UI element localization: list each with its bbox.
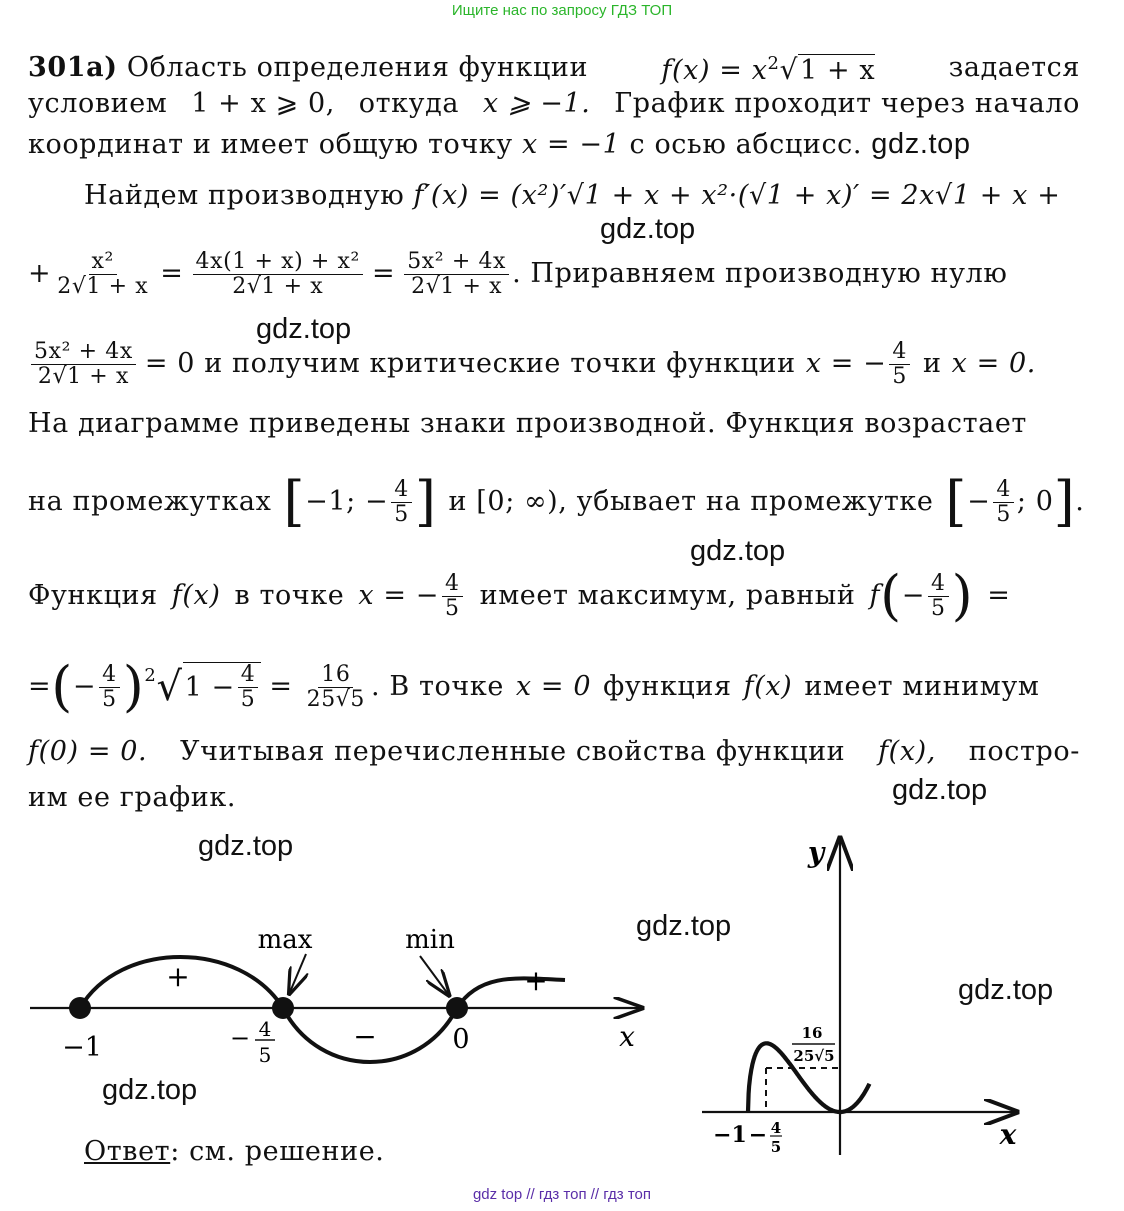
formula: x = −: [358, 580, 439, 611]
formula: f: [869, 580, 881, 611]
point-label: 5: [258, 1043, 272, 1067]
max-value-label: 25√5: [793, 1047, 835, 1065]
text: Учитывая перечисленные свойства функции: [180, 736, 846, 767]
search-hint-banner[interactable]: Ищите нас по запросу ГДЗ ТОП: [451, 2, 673, 19]
formula: x = −1: [521, 129, 621, 160]
sign-arc-plus: [457, 978, 565, 1008]
formula: f(0) = 0.: [28, 736, 148, 767]
axis-label-x: x: [619, 1020, 635, 1053]
text: координат и имеет общую точку: [28, 129, 513, 160]
problem-number: 301а): [28, 51, 118, 83]
watermark: gdz.top: [690, 535, 786, 567]
formula: f′(x) = (x²)′√1 + x + x²·(√1 + x)′ = 2x√1 + x +: [413, 180, 1061, 211]
text: на промежутках: [28, 486, 272, 517]
text-line-5: + $\frac{\text{x²}}{2√1 + x}$ = $\frac{\text{4x(1 + x) + x²}}{2√1 + x}$ = $\frac{\text{5x² + 4x}}{2√1 + x}$ . Приравняем производную нулю: [28, 248, 1008, 299]
text-line-3: [28, 126, 1080, 163]
text: Функция: [28, 580, 158, 611]
watermark: gdz.top: [198, 830, 294, 862]
formula: ; 0: [1016, 486, 1054, 517]
watermark: gdz.top: [636, 910, 732, 942]
text-line-10: = ( − $\frac{4}{5}$ ) $^2$ √ 1 − $\frac{4}{5}$ = $\frac{16}{25√5}$ . В точке x = 0 функция f(x) имеет минимум: [28, 655, 1040, 718]
formula: f(x): [743, 671, 793, 702]
point-label: −: [229, 1024, 251, 1052]
min-arrow: [420, 956, 448, 994]
watermark: gdz.top: [958, 974, 1054, 1006]
text: откуда: [358, 88, 460, 119]
text-line-7: На диаграмме приведены знаки производной. Функция возрастает: [28, 408, 1027, 439]
text-line-12: им ее график.: [28, 782, 237, 813]
text-line-9: Функция f(x) в точке x = − $\frac{4}{5}$ имеет максимум, равный f ( − $\frac{4}{5}$ ) =: [28, 564, 1011, 627]
text: условием: [28, 88, 168, 119]
text-line-11: [28, 734, 1080, 770]
text: имеет максимум, равный: [479, 580, 856, 611]
formula: f(x): [171, 580, 221, 611]
max-arrow: [290, 954, 306, 992]
text: = 0 и получим критические точки функции: [144, 348, 796, 379]
text: и [0; ∞), убывает на промежутке: [448, 486, 934, 517]
footer-links[interactable]: gdz top // гдз топ // гдз топ: [472, 1186, 652, 1203]
watermark: gdz.top: [600, 213, 696, 245]
fraction: $\frac{4}{5}$: [928, 572, 949, 621]
tick-label: 5: [770, 1138, 782, 1156]
formula: x = 0.: [951, 348, 1036, 379]
function-graph: [690, 830, 1030, 1160]
text-line-6: [28, 334, 1080, 394]
text: в точке: [234, 580, 345, 611]
watermark: gdz.top: [871, 128, 971, 160]
fraction: $\frac{4}{5}$: [889, 340, 910, 389]
text: и: [922, 348, 942, 379]
text: функция: [603, 671, 732, 702]
critical-point: [69, 997, 91, 1019]
min-label: min: [405, 925, 455, 955]
formula: 1 − $\frac{4}{5}$: [183, 662, 262, 712]
critical-point: [272, 997, 294, 1019]
answer: Ответ: см. решение.: [84, 1136, 385, 1167]
formula: −1; −: [305, 486, 389, 517]
fraction: $\frac{\text{4x(1 + x) + x²}}{2√1 + x}$: [193, 250, 363, 299]
text: Область определения функции: [126, 51, 589, 83]
sign-label: +: [524, 964, 548, 997]
sign-label: +: [166, 960, 190, 993]
critical-point: [446, 997, 468, 1019]
sign-label: −: [353, 1020, 377, 1053]
fraction: $\frac{4}{5}$: [99, 663, 120, 712]
formula: −: [967, 486, 991, 517]
text: . Приравняем производную нулю: [512, 258, 1008, 289]
watermark: gdz.top: [256, 313, 352, 345]
text: . В точке: [371, 671, 504, 702]
axis-label-y: y: [807, 836, 825, 869]
fraction: $\frac{4}{5}$: [391, 478, 412, 527]
text: постро-: [968, 736, 1080, 767]
tick-label: 4: [770, 1119, 782, 1137]
watermark: gdz.top: [892, 774, 988, 806]
text: =: [987, 580, 1011, 611]
fraction: $\frac{\text{5x² + 4x}}{2√1 + x}$: [404, 250, 509, 299]
max-value-label: 16: [801, 1024, 823, 1042]
point-label: 4: [258, 1017, 272, 1041]
text: +: [28, 258, 52, 289]
formula: 1 + x ⩾ 0,: [191, 88, 335, 119]
formula: f(x),: [878, 736, 936, 767]
fraction: $\frac{\text{x²}}{2√1 + x}$: [57, 248, 149, 299]
tick-label: −: [748, 1122, 768, 1148]
tick-label: −1: [713, 1122, 747, 1148]
fraction: $\frac{4}{5}$: [442, 572, 463, 621]
fraction: $\frac{16}{25√5}$: [306, 661, 366, 712]
text-line-1: [28, 46, 1080, 89]
text-line-2: [28, 86, 1080, 122]
axis-label-x: x: [999, 1118, 1017, 1151]
formula: x ⩾ −1.: [482, 88, 591, 119]
formula: $f(x) = x^2√1 + x$: [661, 53, 876, 86]
text: Найдем производную: [84, 180, 405, 211]
formula: x = 0: [515, 671, 592, 702]
watermark: gdz.top: [102, 1074, 198, 1106]
formula: x = −: [805, 348, 887, 379]
text: График проходит через начало: [614, 88, 1080, 119]
fraction: $\frac{4}{5}$: [993, 478, 1014, 527]
point-label: 0: [452, 1024, 470, 1055]
sign-diagram: [0, 900, 660, 1080]
text-line-8: на промежутках [ −1; − $\frac{4}{5}$ ] и [0; ∞), убывает на промежутке [ − $\frac{4}{5}$ ; 0 ] .: [28, 470, 1085, 533]
max-label: max: [257, 925, 313, 955]
text: =: [28, 671, 52, 702]
text: задается: [948, 51, 1080, 83]
point-label: −1: [62, 1032, 102, 1063]
text: имеет минимум: [804, 671, 1040, 702]
text-line-4: [84, 178, 1080, 214]
fraction: $\frac{\text{5x² + 4x}}{2√1 + x}$: [31, 340, 136, 389]
text: с осью абсцисс.: [629, 129, 863, 160]
